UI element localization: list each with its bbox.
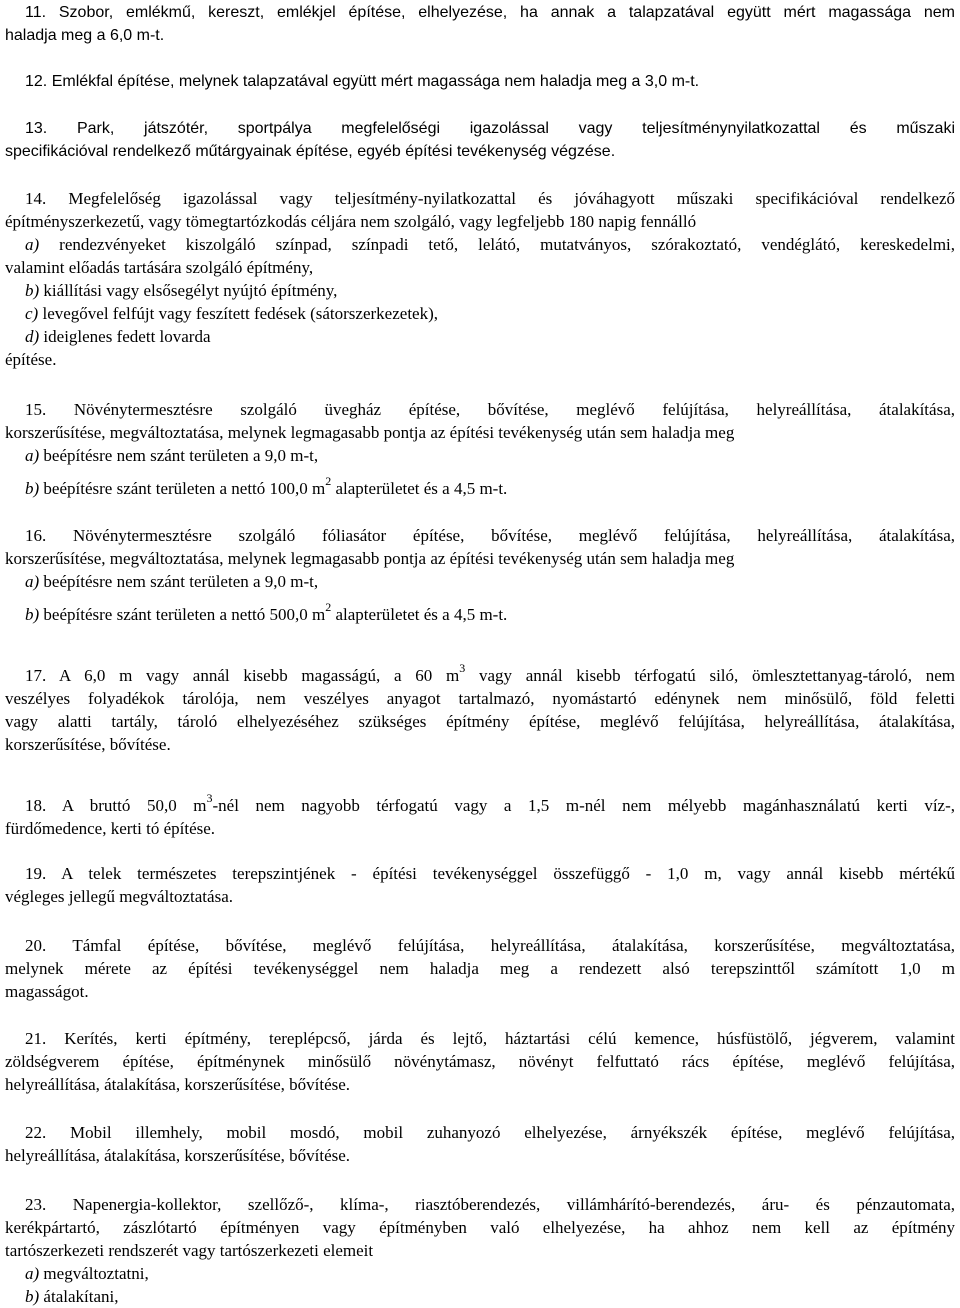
item-16-b <box>5 600 955 626</box>
item-23-b-text: átalakítani, <box>43 1287 119 1306</box>
item-21 <box>5 1027 955 1096</box>
item-12 <box>5 70 955 93</box>
item-14-a-label: a) <box>25 235 40 254</box>
item-17-line-3: vagy alatti tartály, tároló elhelyezéséhez szükséges építmény építése, meglévő felújítása, helyreállítása, átalakítása, <box>5 712 955 731</box>
item-16-b-text-1: beépítésre szánt területen a nettó 500,0 m <box>43 605 326 624</box>
item-20-line-3: magasságot. <box>5 982 89 1001</box>
item-11 <box>5 1 955 47</box>
item-17-line-1-b: vagy annál kisebb térfogatú siló, ömlesztettanyag-tároló, nem <box>478 666 955 685</box>
item-11-line-2: haladja meg a 6,0 m-t. <box>5 27 165 44</box>
item-13 <box>5 117 955 163</box>
item-23-a-label: a) <box>25 1264 40 1283</box>
item-15-line-1: 15. Növénytermesztésre szolgáló üvegház építése, bővítése, meglévő felújítása, helyreállítása, átalakítása, <box>25 400 955 419</box>
item-19-line-2: végleges jellegű megváltoztatása. <box>5 887 233 906</box>
item-14-line-2: építményszerkezetű, vagy tömegtartózkodás céljára nem szolgáló, vagy legfeljebb 180 napig fennálló <box>5 212 697 231</box>
item-22-line-1: 22. Mobil illemhely, mobil mosdó, mobil zuhanyozó elhelyezése, árnyékszék építése, meglévő felújítása, <box>25 1123 955 1142</box>
item-14-d <box>5 325 955 348</box>
item-15-a <box>5 444 955 467</box>
item-14-line-1: 14. Megfelelőség igazolással vagy teljesítmény-nyilatkozattal és jóváhagyott műszaki specifikációval rendelkező <box>25 189 955 208</box>
item-13-line-1: 13. Park, játszótér, sportpálya megfelelőségi igazolással vagy teljesítménynyilatkozattal és műszaki <box>25 120 955 137</box>
item-23-b-label: b) <box>25 1287 40 1306</box>
item-21-line-1: 21. Kerítés, kerti építmény, tereplépcső, járda és lejtő, háztartási célú kemence, húsfüstölő, jégverem, valamint <box>25 1029 955 1048</box>
item-18-line-1-b: -nél nem nagyobb térfogatú vagy a 1,5 m-nél nem mélyebb magánhasználatú kerti víz-, <box>212 796 956 815</box>
item-16-a-text: beépítésre nem szánt területen a 9,0 m-t, <box>43 572 319 591</box>
item-14-a-line-2: valamint előadás tartására szolgáló építmény, <box>5 258 314 277</box>
item-14-c-text: levegővel felfújt vagy feszített fedések (sátorszerkezetek), <box>42 304 438 323</box>
item-14 <box>5 187 955 371</box>
item-15-b-superscript: 2 <box>325 474 332 488</box>
item-11-line-1: 11. Szobor, emlékmű, kereszt, emlékjel építése, elhelyezése, ha annak a talapzatával együtt mért magassága nem <box>25 4 955 21</box>
item-14-d-text: ideiglenes fedett lovarda <box>43 327 211 346</box>
item-22 <box>5 1121 955 1167</box>
item-23-line-2: kerékpártartó, zászlótartó építményen vagy építményben való elhelyezése, ha ahhoz nem kell az építmény <box>5 1218 955 1237</box>
item-15 <box>5 398 955 500</box>
item-23-a <box>5 1262 955 1285</box>
item-14-b-text: kiállítási vagy elsősegélyt nyújtó építmény, <box>43 281 338 300</box>
item-16-b-label: b) <box>25 605 40 624</box>
item-15-a-text: beépítésre nem szánt területen a 9,0 m-t, <box>43 446 319 465</box>
item-20 <box>5 934 955 1003</box>
item-21-line-2: zöldségverem építése, építménynek minősülő növénytámasz, növényt felfuttató rács építése, meglévő felújítása, <box>5 1052 955 1071</box>
item-20-line-2: melynek mérete az építési tevékenységgel nem haladja meg a rendezett alsó terepszinttől számított 1,0 m <box>5 959 955 978</box>
item-19 <box>5 862 955 908</box>
item-15-b <box>5 474 955 500</box>
item-15-line-2: korszerűsítése, megváltoztatása, melynek legmagasabb pontja az építési tevékenység után sem haladja meg <box>5 423 735 442</box>
item-14-c <box>5 302 955 325</box>
item-21-line-3: helyreállítása, átalakítása, korszerűsítése, bővítése. <box>5 1075 351 1094</box>
item-15-b-text-2: alapterületet és a 4,5 m-t. <box>335 479 508 498</box>
item-15-a-label: a) <box>25 446 40 465</box>
item-16-line-1: 16. Növénytermesztésre szolgáló fóliasátor építése, bővítése, meglévő felújítása, helyreállítása, átalakítása, <box>25 526 955 545</box>
item-16 <box>5 524 955 626</box>
item-23-b <box>5 1285 955 1308</box>
item-14-b-label: b) <box>25 281 40 300</box>
item-20-line-1: 20. Támfal építése, bővítése, meglévő felújítása, helyreállítása, átalakítása, korszerűsítése, megváltoztatása, <box>25 936 955 955</box>
item-17-superscript: 3 <box>459 661 466 675</box>
item-15-b-label: b) <box>25 479 40 498</box>
item-19-line-1: 19. A telek természetes terepszintjének - építési tevékenységgel összefüggő - 1,0 m, vagy annál kisebb mértékű <box>25 864 955 883</box>
item-17-line-4: korszerűsítése, bővítése. <box>5 735 171 754</box>
item-14-a-text: rendezvényeket kiszolgáló színpad, színpadi tető, lelátó, mutatványos, szórakoztató, vendéglátó, kereskedelmi, <box>59 235 956 254</box>
item-22-line-2: helyreállítása, átalakítása, korszerűsítése, bővítése. <box>5 1146 351 1165</box>
item-23-line-1: 23. Napenergia-kollektor, szellőző-, klíma-, riasztóberendezés, villámhárító-berendezés, áru- és pénzautomata, <box>25 1195 955 1214</box>
item-14-c-label: c) <box>25 304 39 323</box>
item-23-a-text: megváltoztatni, <box>43 1264 149 1283</box>
item-17-line-2: veszélyes folyadékok tárolója, nem veszélyes anyagot tartalmazó, nyomástartó edénynek nem minősülő, föld feletti <box>5 689 955 708</box>
item-23 <box>5 1193 955 1308</box>
item-18-line-1 <box>5 791 956 817</box>
item-17-line-1 <box>5 661 955 687</box>
item-14-b <box>5 279 955 302</box>
item-16-line-2: korszerűsítése, megváltoztatása, melynek legmagasabb pontja az építési tevékenység után sem haladja meg <box>5 549 735 568</box>
item-12-line-1: 12. Emlékfal építése, melynek talapzatával együtt mért magassága nem haladja meg a 3,0 m-t. <box>25 73 700 90</box>
item-23-line-3: tartószerkezeti rendszerét vagy tartószerkezeti elemeit <box>5 1241 374 1260</box>
item-18 <box>5 791 956 840</box>
item-13-line-2: specifikációval rendelkező műtárgyainak építése, egyéb építési tevékenység végzése. <box>5 143 616 160</box>
item-17-line-1-a: 17. A 6,0 m vagy annál kisebb magasságú, a 60 m <box>25 666 460 685</box>
item-18-line-1-a: 18. A bruttó 50,0 m <box>25 796 207 815</box>
item-18-superscript: 3 <box>206 791 213 805</box>
item-18-line-2: fürdőmedence, kerti tó építése. <box>5 819 216 838</box>
item-16-a-label: a) <box>25 572 40 591</box>
item-15-b-text-1: beépítésre szánt területen a nettó 100,0 m <box>43 479 326 498</box>
item-14-end: építése. <box>5 350 57 369</box>
item-14-d-label: d) <box>25 327 40 346</box>
item-16-b-superscript: 2 <box>325 600 332 614</box>
item-16-a <box>5 570 955 593</box>
item-17 <box>5 661 955 756</box>
item-14-a <box>5 233 955 256</box>
item-16-b-text-2: alapterületet és a 4,5 m-t. <box>335 605 508 624</box>
